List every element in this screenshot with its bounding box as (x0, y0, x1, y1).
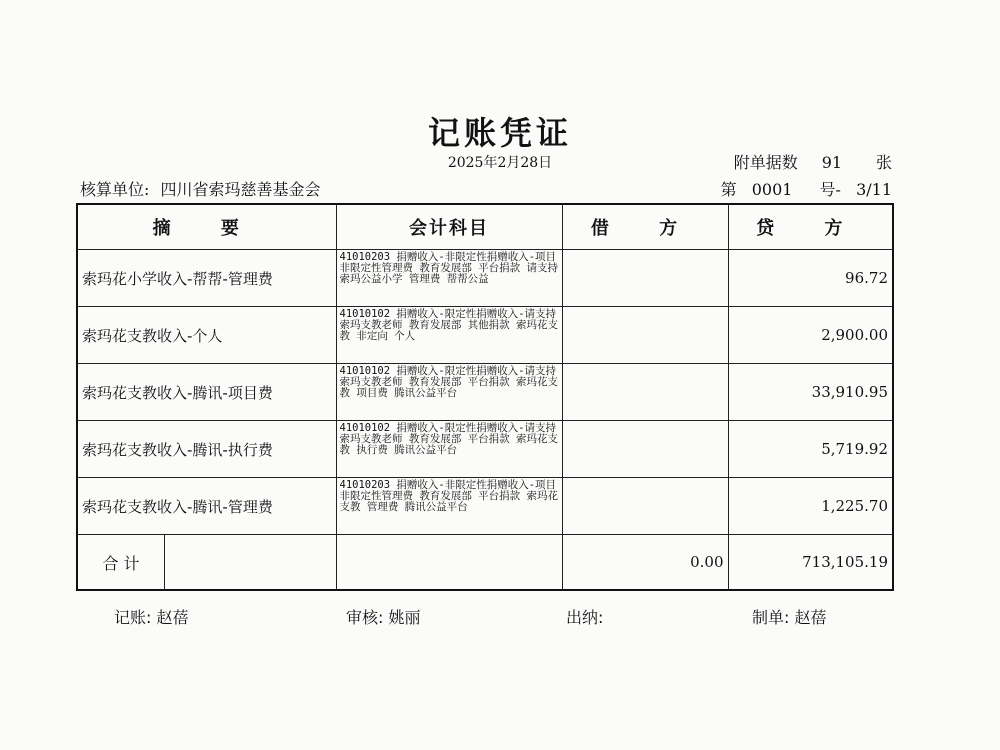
row-credit: 96.72 (728, 250, 893, 307)
row-debit (562, 364, 728, 421)
row-summary: 索玛花支教收入-腾讯-项目费 (77, 364, 336, 421)
voucher-suffix: 号- (819, 180, 841, 199)
row-credit: 2,900.00 (728, 307, 893, 364)
header-summary: 摘 要 (77, 204, 336, 250)
row-debit (562, 250, 728, 307)
voucher-table (76, 203, 894, 591)
voucher-number: 0001 (751, 180, 793, 199)
table-row (77, 421, 893, 478)
voucher-page: 3/11 (856, 180, 892, 199)
row-summary: 索玛花支教收入-腾讯-执行费 (77, 421, 336, 478)
row-account: 41010102 捐赠收入-限定性捐赠收入-请支持索玛支教老师 教育发展部 其他捐款 索玛花支教 非定向 个人 (336, 307, 562, 364)
reviewer: 审核: 姚丽 (346, 608, 421, 627)
row-account: 41010203 捐赠收入-非限定性捐赠收入-项目非限定性管理费 教育发展部 平台捐款 请支持索玛公益小学 管理费 帮帮公益 (336, 250, 562, 307)
table-row (77, 307, 893, 364)
cashier: 出纳: (566, 608, 604, 627)
row-debit (562, 421, 728, 478)
header-debit: 借 方 (562, 204, 728, 250)
total-label: 合 计 (78, 535, 165, 589)
unit-name: 四川省索玛慈善基金会 (160, 180, 321, 199)
header-credit: 贷 方 (728, 204, 893, 250)
bookkeeper: 记账: 赵蓓 (114, 608, 189, 627)
attachment-unit: 张 (875, 153, 892, 172)
total-debit: 0.00 (562, 535, 728, 591)
row-summary: 索玛花支教收入-腾讯-管理费 (77, 478, 336, 535)
header-account: 会计科目 (336, 204, 562, 250)
total-account (336, 535, 562, 591)
voucher-number-line (721, 177, 892, 200)
table-row (77, 364, 893, 421)
row-account: 41010102 捐赠收入-限定性捐赠收入-请支持索玛支教老师 教育发展部 平台捐款 索玛花支教 项目费 腾讯公益平台 (336, 364, 562, 421)
preparer: 制单: 赵蓓 (752, 608, 827, 627)
header-row (77, 204, 893, 250)
attachment-count: 91 (821, 153, 843, 172)
row-credit: 1,225.70 (728, 478, 893, 535)
row-debit (562, 478, 728, 535)
attachment-count-line (734, 150, 892, 173)
row-credit: 5,719.92 (728, 421, 893, 478)
table-row (77, 478, 893, 535)
row-account: 41010102 捐赠收入-限定性捐赠收入-请支持索玛支教老师 教育发展部 平台捐款 索玛花支教 执行费 腾讯公益平台 (336, 421, 562, 478)
attachment-label: 附单据数 (733, 153, 798, 172)
total-row (77, 535, 893, 591)
row-credit: 33,910.95 (728, 364, 893, 421)
voucher-prefix: 第 (720, 180, 737, 199)
total-label-cell (77, 535, 336, 591)
row-summary: 索玛花支教收入-个人 (77, 307, 336, 364)
row-account: 41010203 捐赠收入-非限定性捐赠收入-项目非限定性管理费 教育发展部 平台捐款 索玛花支教 管理费 腾讯公益平台 (336, 478, 562, 535)
table-row (77, 250, 893, 307)
voucher-date: 2025年2月28日 (447, 155, 553, 171)
voucher-title: 记账凭证 (427, 114, 572, 152)
total-credit: 713,105.19 (728, 535, 893, 591)
row-debit (562, 307, 728, 364)
row-summary: 索玛花小学收入-帮帮-管理费 (77, 250, 336, 307)
unit-label: 核算单位: (80, 180, 150, 199)
accounting-unit (80, 177, 321, 200)
